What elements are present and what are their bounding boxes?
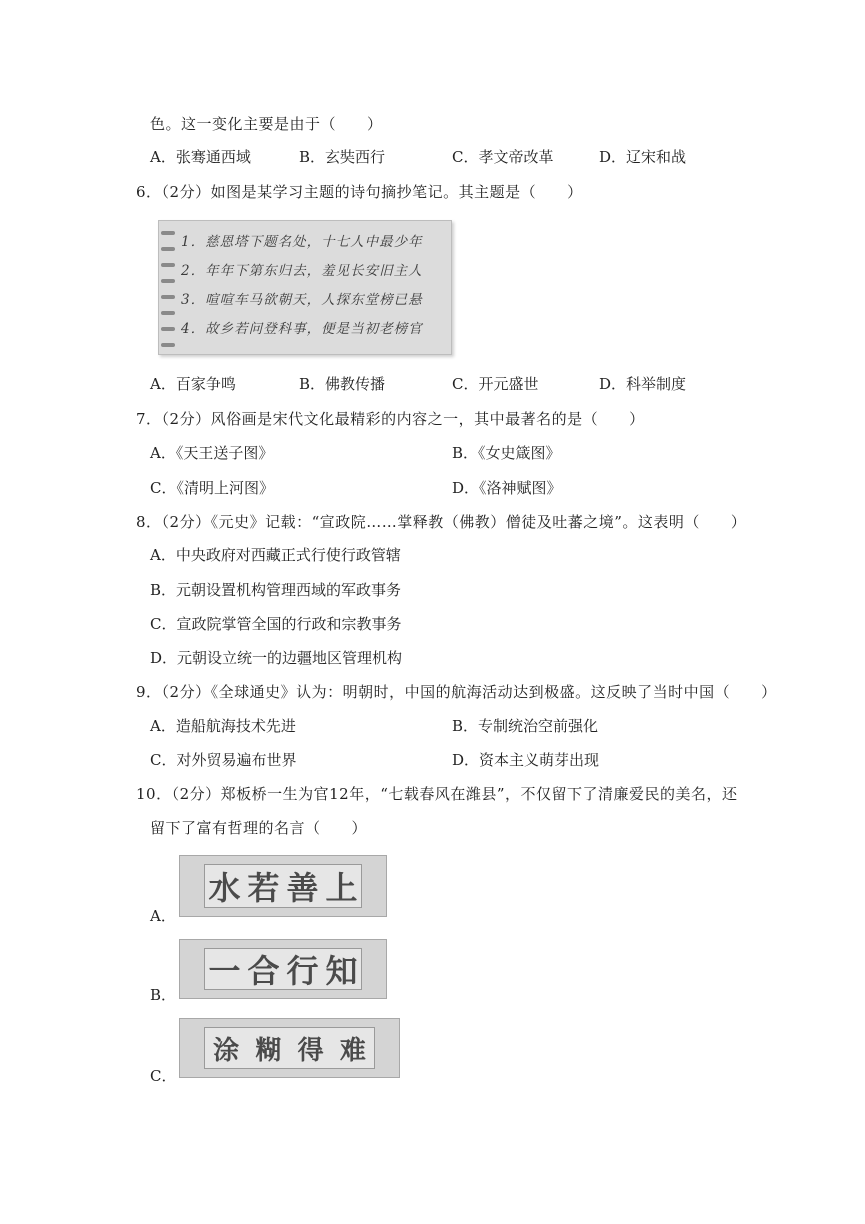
q6-option-b[interactable]: B．佛教传播 — [299, 375, 386, 393]
q7-option-c[interactable]: C．《清明上河图》 — [150, 479, 274, 497]
q10-option-b-calligraphy: 一 合 行 知 — [204, 948, 362, 990]
q10-option-a-calligraphy: 水 若 善 上 — [204, 864, 362, 908]
q7-stem: 7．（2分）风俗画是宋代文化最精彩的内容之一，其中最著名的是（ ） — [136, 410, 645, 428]
q10-stem-line-2: 留下了富有哲理的名言（ ） — [150, 819, 368, 837]
q10-option-c-calligraphy: 涂 糊 得 难 — [204, 1027, 375, 1069]
q5-option-a[interactable]: A．张骞通西域 — [150, 148, 251, 166]
q9-option-c[interactable]: C．对外贸易遍布世界 — [150, 751, 297, 769]
q10-option-a-label[interactable]: A． — [150, 907, 176, 925]
q8-option-a[interactable]: A．中央政府对西藏正式行使行政管辖 — [150, 546, 401, 564]
q10-option-c-plaque[interactable] — [179, 1018, 400, 1078]
q5-option-b[interactable]: B．玄奘西行 — [299, 148, 386, 166]
q6-option-a[interactable]: A．百家争鸣 — [150, 375, 236, 393]
q6-note-line-1: 1．慈恩塔下题名处，十七人中最少年 — [181, 234, 423, 250]
q8-option-d[interactable]: D．元朝设立统一的边疆地区管理机构 — [150, 649, 403, 667]
q8-stem: 8．（2分）《元史》记载：“宣政院……掌释教（佛教）僧徒及吐蕃之境”。这表明（ ） — [136, 513, 747, 531]
q6-note-line-3: 3．喧喧车马欲朝天，人探东堂榜已悬 — [181, 292, 423, 308]
q6-note-line-4: 4．故乡若问登科事，便是当初老榜官 — [181, 321, 423, 337]
q6-option-d[interactable]: D．科举制度 — [599, 375, 687, 393]
q6-stem: 6．（2分）如图是某学习主题的诗句摘抄笔记。其主题是（ ） — [136, 183, 583, 201]
q10-stem-line-1: 10．（2分）郑板桥一生为官12年，“七载春风在潍县”，不仅留下了清廉爱民的美名，还 — [136, 785, 738, 803]
q5-stem-tail: 色。这一变化主要是由于（ ） — [150, 115, 383, 133]
q9-option-d[interactable]: D．资本主义萌芽出现 — [452, 751, 600, 769]
q5-option-c[interactable]: C．孝文帝改革 — [452, 148, 554, 166]
q6-option-c[interactable]: C．开元盛世 — [452, 375, 539, 393]
q7-option-a[interactable]: A．《天王送子图》 — [150, 444, 274, 462]
q10-option-c-label[interactable]: C． — [150, 1067, 177, 1085]
q9-stem: 9．（2分）《全球通史》认为：明朝时，中国的航海活动达到极盛。这反映了当时中国（ ） — [136, 683, 777, 701]
q10-option-b-label[interactable]: B． — [150, 986, 177, 1004]
q6-notebook-image — [158, 220, 452, 355]
q8-option-b[interactable]: B．元朝设置机构管理西域的军政事务 — [150, 581, 402, 599]
q5-option-d[interactable]: D．辽宋和战 — [599, 148, 687, 166]
q7-option-d[interactable]: D．《洛神赋图》 — [452, 479, 562, 497]
q9-option-a[interactable]: A．造船航海技术先进 — [150, 717, 296, 735]
q9-option-b[interactable]: B．专制统治空前强化 — [452, 717, 599, 735]
q10-option-a-plaque[interactable] — [179, 855, 387, 917]
q7-option-b[interactable]: B．《女史箴图》 — [452, 444, 561, 462]
q6-note-line-2: 2．年年下第东归去，羞见长安旧主人 — [181, 263, 423, 279]
q8-option-c[interactable]: C．宣政院掌管全国的行政和宗教事务 — [150, 615, 402, 633]
q10-option-b-plaque[interactable] — [179, 939, 387, 999]
